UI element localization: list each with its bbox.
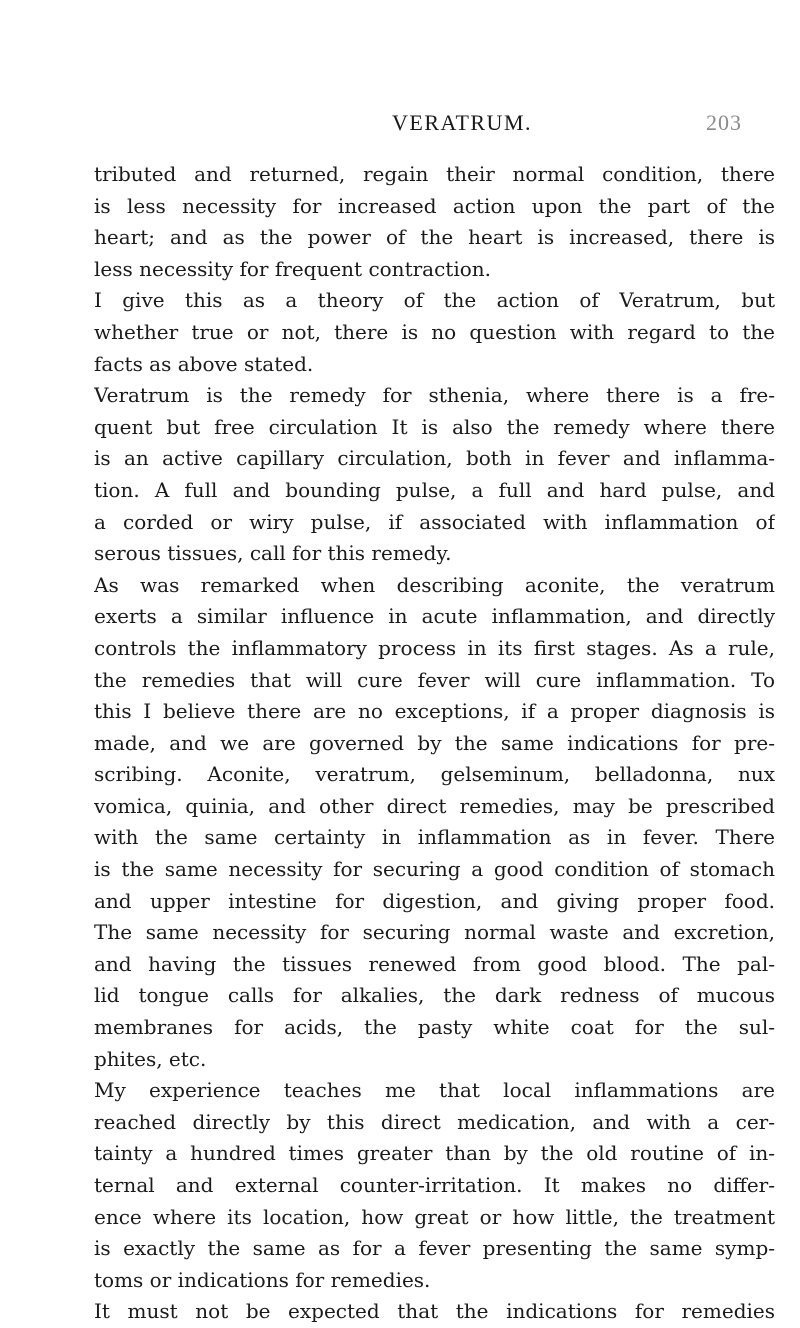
text-line: and upper intestine for digestion, and giving proper food.	[94, 888, 775, 913]
text-line: I give this as a theory of the action of Veratrum, but	[94, 288, 775, 313]
text-line: tainty a hundred times greater than by the old routine of in-	[94, 1141, 775, 1166]
text-line: vomica, quinia, and other direct remedies, may be prescribed	[94, 793, 775, 818]
text-line: less necessity for frequent contraction.	[94, 256, 492, 281]
text-line: tion. A full and bounding pulse, a full and hard pulse, and	[94, 477, 775, 502]
text-line: heart; and as the power of the heart is increased, there is	[94, 225, 775, 250]
text-line: ternal and external counter-irritation. It makes no differ-	[94, 1173, 775, 1197]
running-head-title: VERATRUM.	[392, 110, 533, 135]
text-line: is exactly the same as for a fever presenting the same symp-	[94, 1236, 775, 1261]
text-line: the remedies that will cure fever will cure inflammation. To	[94, 667, 775, 692]
text-line: reached directly by this direct medication, and with a cer-	[94, 1109, 775, 1134]
text-line: and having the tissues renewed from good blood. The pal-	[94, 951, 775, 976]
text-line: tributed and returned, regain their normal condition, there	[94, 162, 775, 186]
page-number: 203	[706, 110, 742, 135]
text-line: this I believe there are no exceptions, if a proper diagnosis is	[94, 699, 775, 724]
text-line: exerts a similar influence in acute inflammation, and directly	[94, 604, 775, 629]
text-line: lid tongue calls for alkalies, the dark redness of mucous	[94, 983, 775, 1008]
text-line: As was remarked when describing aconite, the veratrum	[94, 572, 775, 597]
text-line: My experience teaches me that local inflammations are	[94, 1078, 775, 1103]
text-line: scribing. Aconite, veratrum, gelseminum, belladonna, nux	[94, 762, 775, 787]
text-line: Veratrum is the remedy for sthenia, where there is a fre-	[94, 383, 775, 408]
text-line: ence where its location, how great or how little, the treatment	[94, 1204, 775, 1229]
text-line: It must not be expected that the indications for remedies	[94, 1299, 775, 1324]
text-line: is an active capillary circulation, both in fever and inflamma-	[94, 446, 775, 471]
text-line: controls the inflammatory process in its first stages. As a rule,	[94, 635, 775, 660]
text-line: made, and we are governed by the same indications for pre-	[94, 730, 775, 755]
text-line: serous tissues, call for this remedy.	[94, 541, 452, 566]
text-line: The same necessity for securing normal waste and excretion,	[94, 920, 775, 945]
text-line: a corded or wiry pulse, if associated with inflammation of	[94, 509, 775, 534]
text-line: with the same certainty in inflammation as in fever. There	[94, 825, 775, 850]
text-line: phites, etc.	[94, 1046, 207, 1071]
text-line: quent but free circulation It is also the remedy where there	[94, 414, 775, 439]
text-line: is the same necessity for securing a good condition of stomach	[94, 857, 775, 882]
text-line: whether true or not, there is no question with regard to the	[94, 319, 775, 344]
text-line: toms or indications for remedies.	[94, 1267, 431, 1292]
text-line: membranes for acids, the pasty white coat for the sul-	[94, 1015, 775, 1040]
running-head	[0, 110, 800, 150]
text-line: facts as above stated.	[94, 351, 314, 376]
text-line: is less necessity for increased action upon the part of the	[94, 193, 775, 218]
body-text	[94, 159, 775, 1328]
